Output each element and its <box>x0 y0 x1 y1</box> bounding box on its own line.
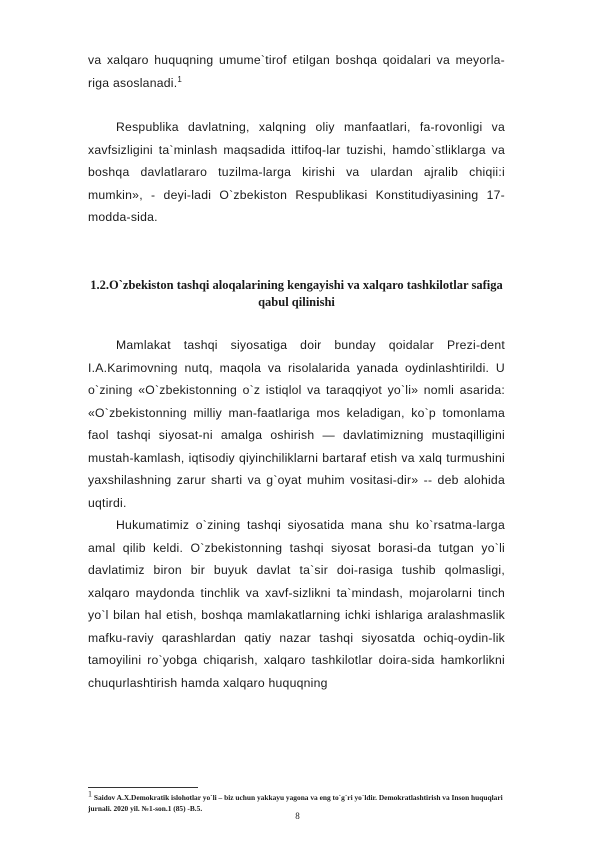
paragraph-text: va xalqaro huquqning umume`tirof etilgan boshqa qoidalari va meyorla-riga asoslanadi. <box>88 53 505 90</box>
footnote-marker: 1 <box>88 789 92 799</box>
paragraph-government-policy: Hukumatimiz o`zining tashqi siyosatida mana shu ko`rsatma-larga amal qilib keldi. O`zbekistonning tashqi siyosat borasi-da tutgan yo`li davlatimiz biron bir buyuk davlat ta`sir doi-rasiga tushib qolmasligi, xalqaro maydonda tinchlik va xavf-sizlikni ta`mindash, mojarolarni tinch yo`l bilan hal etish, boshqa mamlakatlarning ichki ishlariga aralashmaslik mafku-raviy qarashlardan qatiy nazar tashqi siyosatda ochiq-oydin-lik tamoyilini ro`yobga chiqarish, xalqaro tashkilotlar doira-sida hamkorlikni chuqurlashtirish hamda xalqaro huquqning <box>88 518 505 690</box>
footnote-reference: 1 <box>177 74 183 84</box>
paragraph-foreign-policy-rules: Mamlakat tashqi siyosatiga doir bunday qoidalar Prezi-dent I.A.Karimovning nutq, maqola va risolalarida yanada oydinlashtirildi. U o`zining «O`zbekistonning o`z istiqlol va taraqqiyot yo`li» nomli asarida: «O`zbekistonning milliy man-faatlariga mos keladigan, ko`p tomonlama faol tashqi siyosat-ni amalga oshirish — davlatimizning mustaqilligini mustah-kamlash, iqtisodiy qiyinchiliklarni bartaraf etish va xalq turmushini yaxshilashning zarur sharti va g`oyat muhim vositasi-dir» -- deb alohida uqtirdi. <box>88 338 505 510</box>
paragraph-continuation <box>88 49 505 94</box>
section-heading: 1.2.O`zbekiston tashqi aloqalarining kengayishi va xalqaro tashkilotlar safiga qabul qilinishi <box>90 278 503 309</box>
footnote-text: Saidov A.X.Demokratik islohotlar yo`li – biz uchun yakkayu yagona va eng to`g`ri yo`ldir. Demokratlashtirish va Inson huquqlari jurnali. 2020 yil. №1-son.1 (85) -B.5. <box>88 793 503 813</box>
footnote-divider <box>88 787 198 788</box>
page-number: 8 <box>295 811 300 821</box>
paragraph-constitution-quote: Respublika davlatning, xalqning oliy manfaatlari, fa-rovonligi va xavfsizligini ta`minlash maqsadida ittifoq-lar tuzishi, hamdo`stliklarga va boshqa davlatlararo tuzilma-larga kirishi va ulardan ajralib chiqii:i mumkin», - deyi-ladi O`zbekiston Respublikasi Konstitudiyasining 17-modda-sida. <box>88 120 505 224</box>
